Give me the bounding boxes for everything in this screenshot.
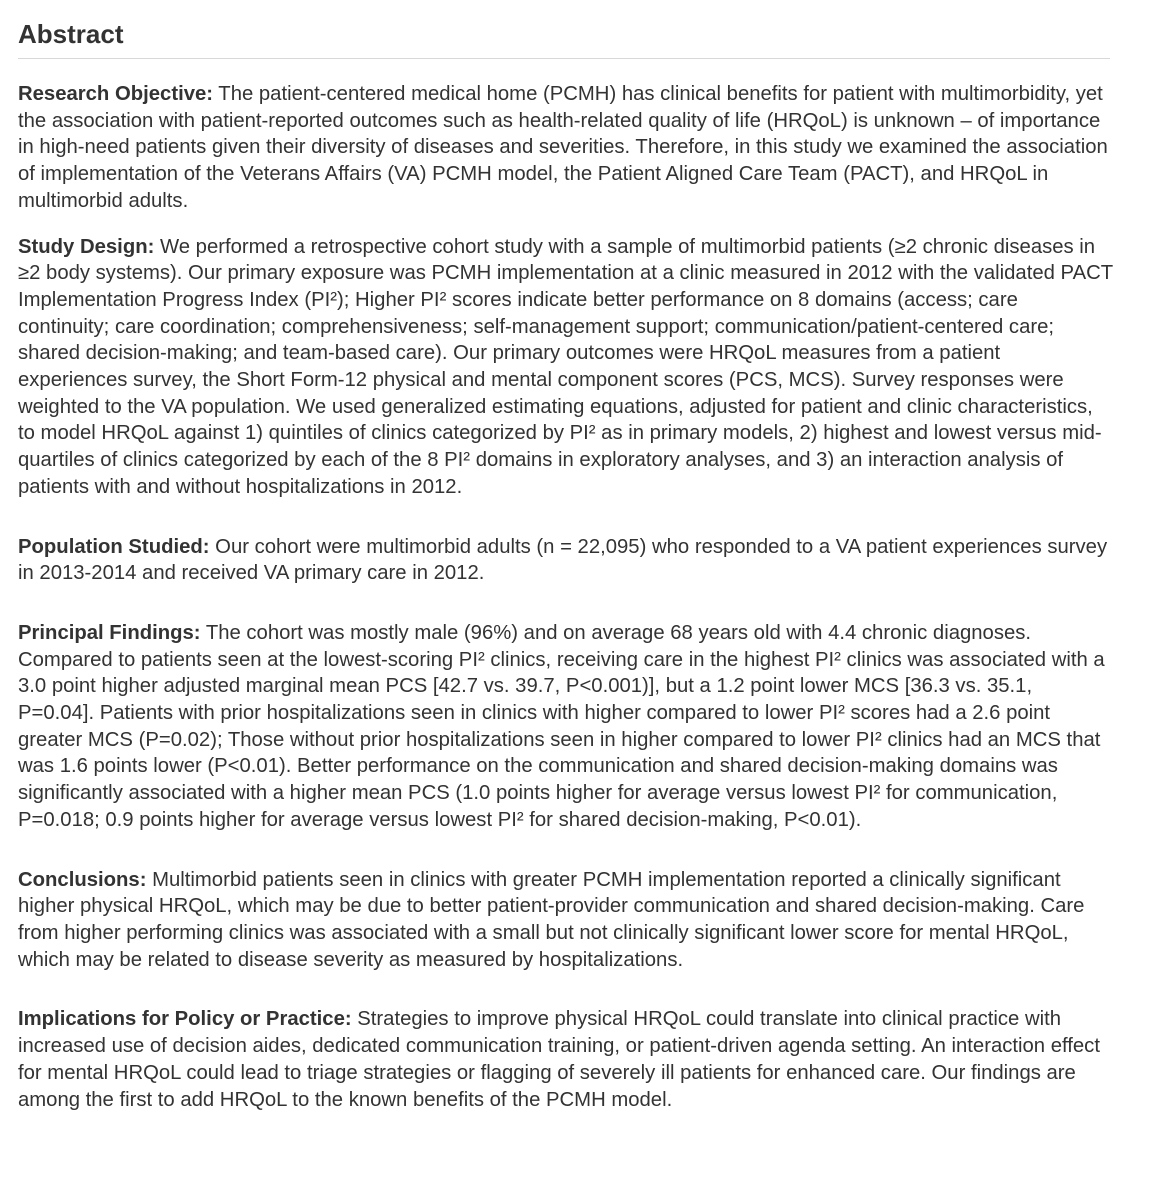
population-studied-text: Our cohort were multimorbid adults (n = 22,095) who responded to a VA patient experiences survey in 2013-2014 and received VA primary care in 2012.: [18, 535, 1108, 585]
research-objective-paragraph: [18, 81, 1113, 215]
research-objective-text: The patient-centered medical home (PCMH) has clinical benefits for patient with multimorbidity, yet the association with patient-reported outcomes such as health-related quality of life (HRQoL) is unknown – of importance in high-need patients given their diversity of diseases and severities. Therefore, in this study we examined the association of implementation of the Veterans Affairs (VA) PCMH model, the Patient Aligned Care Team (PACT), and HRQoL in multimorbid adults.: [18, 83, 1108, 212]
principal-findings-text: The cohort was mostly male (96%) and on average 68 years old with 4.4 chronic diagnoses. Compared to patients seen at the lowest-scoring PI² clinics, receiving care in the highest PI² clinics was associated with a 3.0 point higher adjusted marginal mean PCS [42.7 vs. 39.7, P<0.001)], but a 1.2 point lower MCS [36.3 vs. 35.1, P=0.04]. Patients with prior hospitalizations seen in clinics with higher compared to lower PI² scores had a 2.6 point greater MCS (P=0.02); Those without prior hospitalizations seen in higher compared to lower PI² clinics had an MCS that was 1.6 points lower (P<0.01). Better performance on the communication and shared decision-making domains was significantly associated with a higher mean PCS (1.0 points higher for average versus lowest PI² for communication, P=0.018; 0.9 points higher for average versus lowest PI² for shared decision-making, P<0.01).: [18, 621, 1105, 831]
study-design-label: Study Design:: [18, 235, 155, 258]
study-design-text: We performed a retrospective cohort study with a sample of multimorbid patients (≥2 chronic diseases in ≥2 body systems). Our primary exposure was PCMH implementation at a clinic measured in 2012 with the validated PACT Implementation Progress Index (PI²); Higher PI² scores indicate better performance on 8 domains (access; care continuity; care coordination; comprehensiveness; self-management support; communication/patient-centered care; shared decision-making; and team-based care). Our primary outcomes were HRQoL measures from a patient experiences survey, the Short Form-12 physical and mental component scores (PCS, MCS). Survey responses were weighted to the VA population. We used generalized estimating equations, adjusted for patient and clinic characteristics, to model HRQoL against 1) quintiles of clinics categorized by PI² as in primary models, 2) highest and lowest versus mid-quartiles of clinics categorized by each of the 8 PI² domains in exploratory analyses, and 3) an interaction analysis of patients with and without hospitalizations in 2012.: [18, 235, 1113, 498]
principal-findings-paragraph: [18, 620, 1113, 834]
research-objective-label: Research Objective:: [18, 83, 214, 105]
principal-findings-label: Principal Findings:: [18, 621, 201, 644]
conclusions-text: Multimorbid patients seen in clinics with greater PCMH implementation reported a clinically significant higher physical HRQoL, which may be due to better patient-provider communication and shared decision-making. Care from higher performing clinics was associated with a small but not clinically significant lower score for mental HRQoL, which may be related to disease severity as measured by hospitalizations.: [18, 868, 1085, 971]
population-studied-label: Population Studied:: [18, 535, 210, 558]
study-design-paragraph: [18, 234, 1113, 501]
implications-label: Implications for Policy or Practice:: [18, 1008, 352, 1031]
abstract-heading: Abstract: [18, 14, 1110, 59]
implications-text: Strategies to improve physical HRQoL could translate into clinical practice with increased use of decision aides, dedicated communication training, or patient-driven agenda setting. An interaction effect for mental HRQoL could lead to triage strategies or flagging of severely ill patients for enhanced care. Our findings are among the first to add HRQoL to the known benefits of the PCMH model.: [18, 1008, 1100, 1111]
conclusions-paragraph: [18, 867, 1113, 974]
conclusions-label: Conclusions:: [18, 868, 147, 891]
implications-paragraph: [18, 1006, 1113, 1113]
population-studied-paragraph: [18, 534, 1113, 587]
